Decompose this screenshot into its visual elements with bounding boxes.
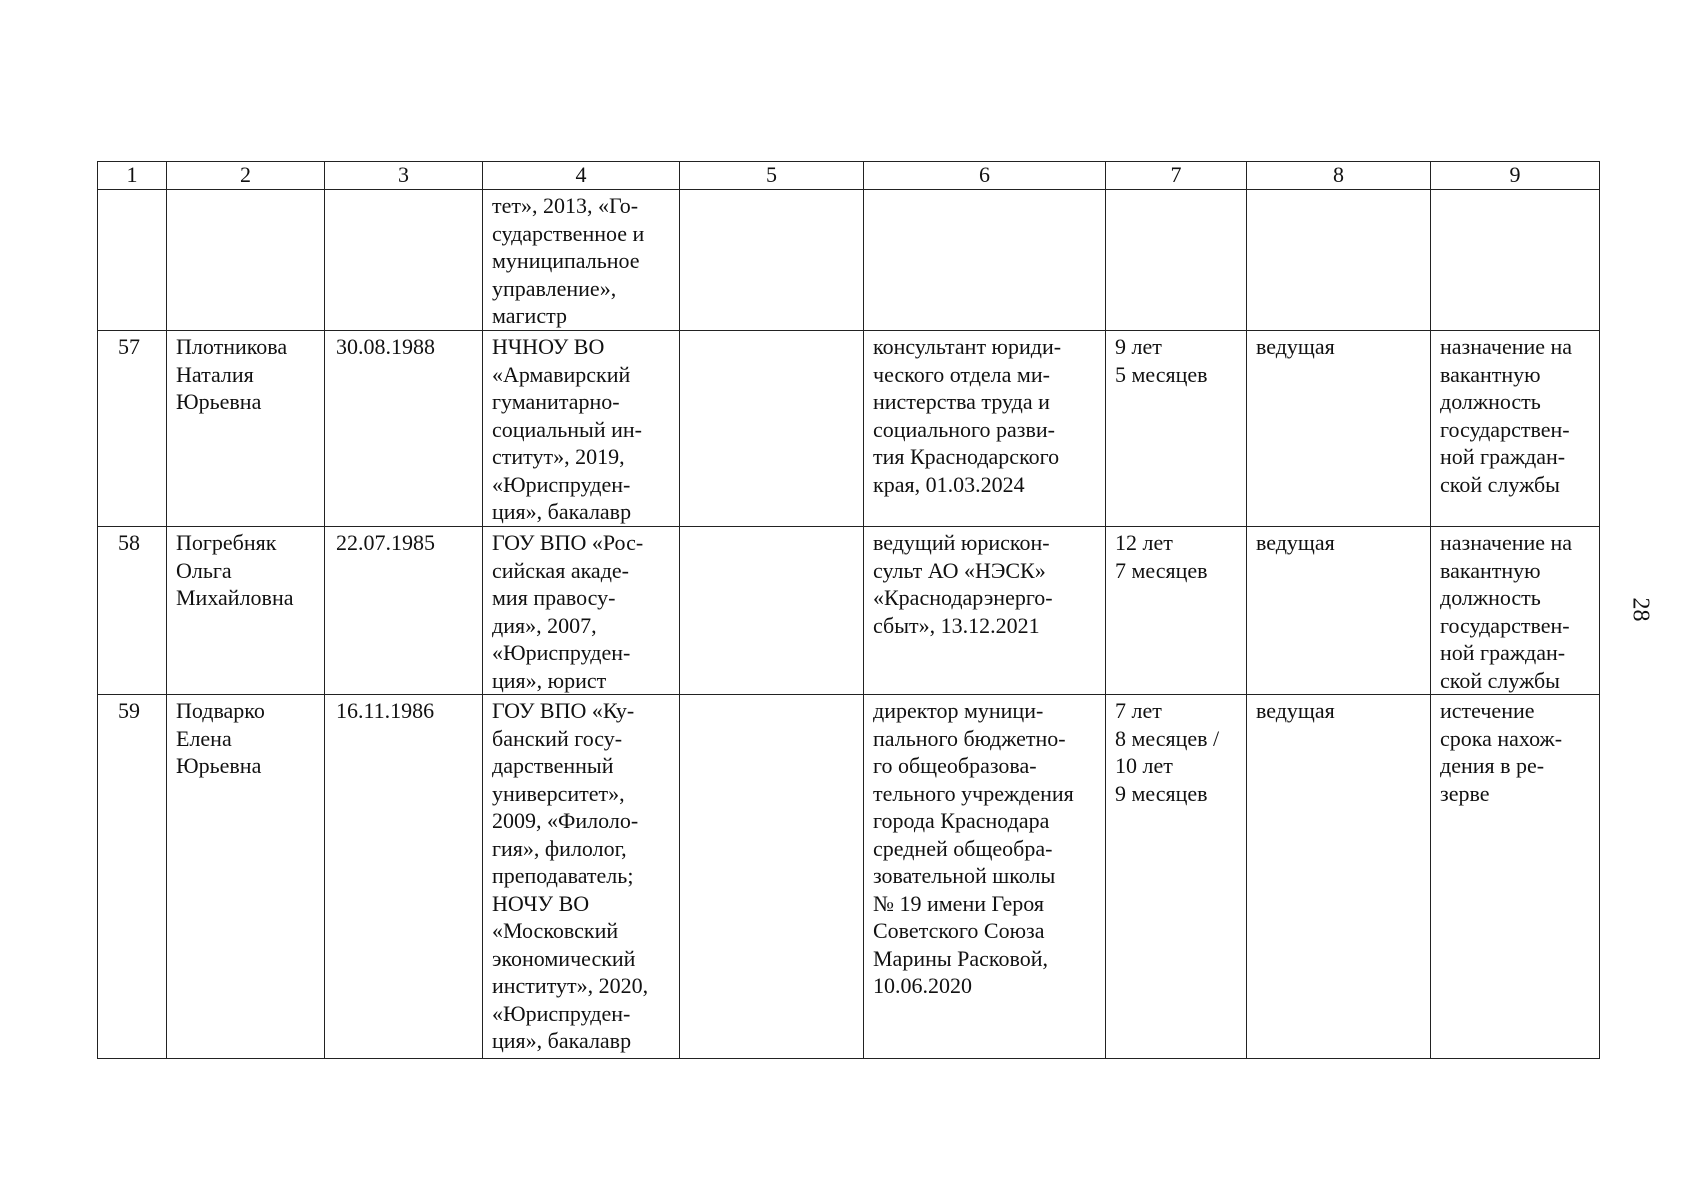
cell-column-5 <box>680 527 864 695</box>
table-row <box>98 695 1600 1059</box>
column-number: 6 <box>864 162 1106 190</box>
cell-position: консультант юриди- ческого отдела ми- нистерства труда и социального разви- тия Краснодарского края, 01.03.2024 <box>864 331 1106 527</box>
cell-experience: 7 лет 8 месяцев / 10 лет 9 месяцев <box>1106 695 1247 1059</box>
cell-birth-date <box>325 190 483 331</box>
cell-position <box>864 190 1106 331</box>
column-number: 8 <box>1247 162 1431 190</box>
cell-birth-date: 30.08.1988 <box>325 331 483 527</box>
table-row <box>98 331 1600 527</box>
cell-experience: 9 лет 5 месяцев <box>1106 331 1247 527</box>
cell-full-name: Плотникова Наталия Юрьевна <box>167 331 325 527</box>
cell-reason: назначение на вакантную должность государствен- ной граждан- ской службы <box>1431 331 1600 527</box>
column-number: 7 <box>1106 162 1247 190</box>
cell-education: тет», 2013, «Го- сударственное и муниципальное управление», магистр <box>483 190 680 331</box>
cell-group: ведущая <box>1247 695 1431 1059</box>
cell-column-5 <box>680 331 864 527</box>
page-number: 28 <box>1627 597 1654 622</box>
column-number: 5 <box>680 162 864 190</box>
cell-experience <box>1106 190 1247 331</box>
cell-group: ведущая <box>1247 331 1431 527</box>
column-number: 3 <box>325 162 483 190</box>
cell-reason: назначение на вакантную должность государствен- ной граждан- ской службы <box>1431 527 1600 695</box>
cell-column-5 <box>680 190 864 331</box>
cell-row-number: 58 <box>98 527 167 695</box>
cell-birth-date: 16.11.1986 <box>325 695 483 1059</box>
column-number: 4 <box>483 162 680 190</box>
column-number: 2 <box>167 162 325 190</box>
cell-position: директор муници- пального бюджетно- го общеобразова- тельного учреждения города Краснодара средней общеобра- зовательной школы № 19 имени Героя Советского Союза Марины Расковой, 10.06.2020 <box>864 695 1106 1059</box>
cell-position: ведущий юрискон- сульт АО «НЭСК» «Краснодарэнерго- сбыт», 13.12.2021 <box>864 527 1106 695</box>
cell-birth-date: 22.07.1985 <box>325 527 483 695</box>
cell-experience: 12 лет 7 месяцев <box>1106 527 1247 695</box>
cell-reason <box>1431 190 1600 331</box>
column-number: 9 <box>1431 162 1600 190</box>
cell-full-name <box>167 190 325 331</box>
table-row-continuation <box>98 190 1600 331</box>
cell-group <box>1247 190 1431 331</box>
table-row <box>98 527 1600 695</box>
cell-row-number: 57 <box>98 331 167 527</box>
cell-column-5 <box>680 695 864 1059</box>
cell-row-number: 59 <box>98 695 167 1059</box>
column-number: 1 <box>98 162 167 190</box>
cell-education: ГОУ ВПО «Рос- сийская акаде- мия правосу- дия», 2007, «Юриспруден- ция», юрист <box>483 527 680 695</box>
cell-row-number <box>98 190 167 331</box>
cell-education: ГОУ ВПО «Ку- банский госу- дарственный университет», 2009, «Филоло- гия», филолог, преподаватель; НОЧУ ВО «Московский экономический институт», 2020, «Юриспруден- ция», бакалавр <box>483 695 680 1059</box>
cell-education: НЧНОУ ВО «Армавирский гуманитарно- социальный ин- ститут», 2019, «Юриспруден- ция», бакалавр <box>483 331 680 527</box>
personnel-reserve-table <box>97 161 1600 1059</box>
cell-reason: истечение срока нахож- дения в ре- зерве <box>1431 695 1600 1059</box>
column-number-row <box>98 162 1600 190</box>
cell-full-name: Подварко Елена Юрьевна <box>167 695 325 1059</box>
cell-group: ведущая <box>1247 527 1431 695</box>
cell-full-name: Погребняк Ольга Михайловна <box>167 527 325 695</box>
